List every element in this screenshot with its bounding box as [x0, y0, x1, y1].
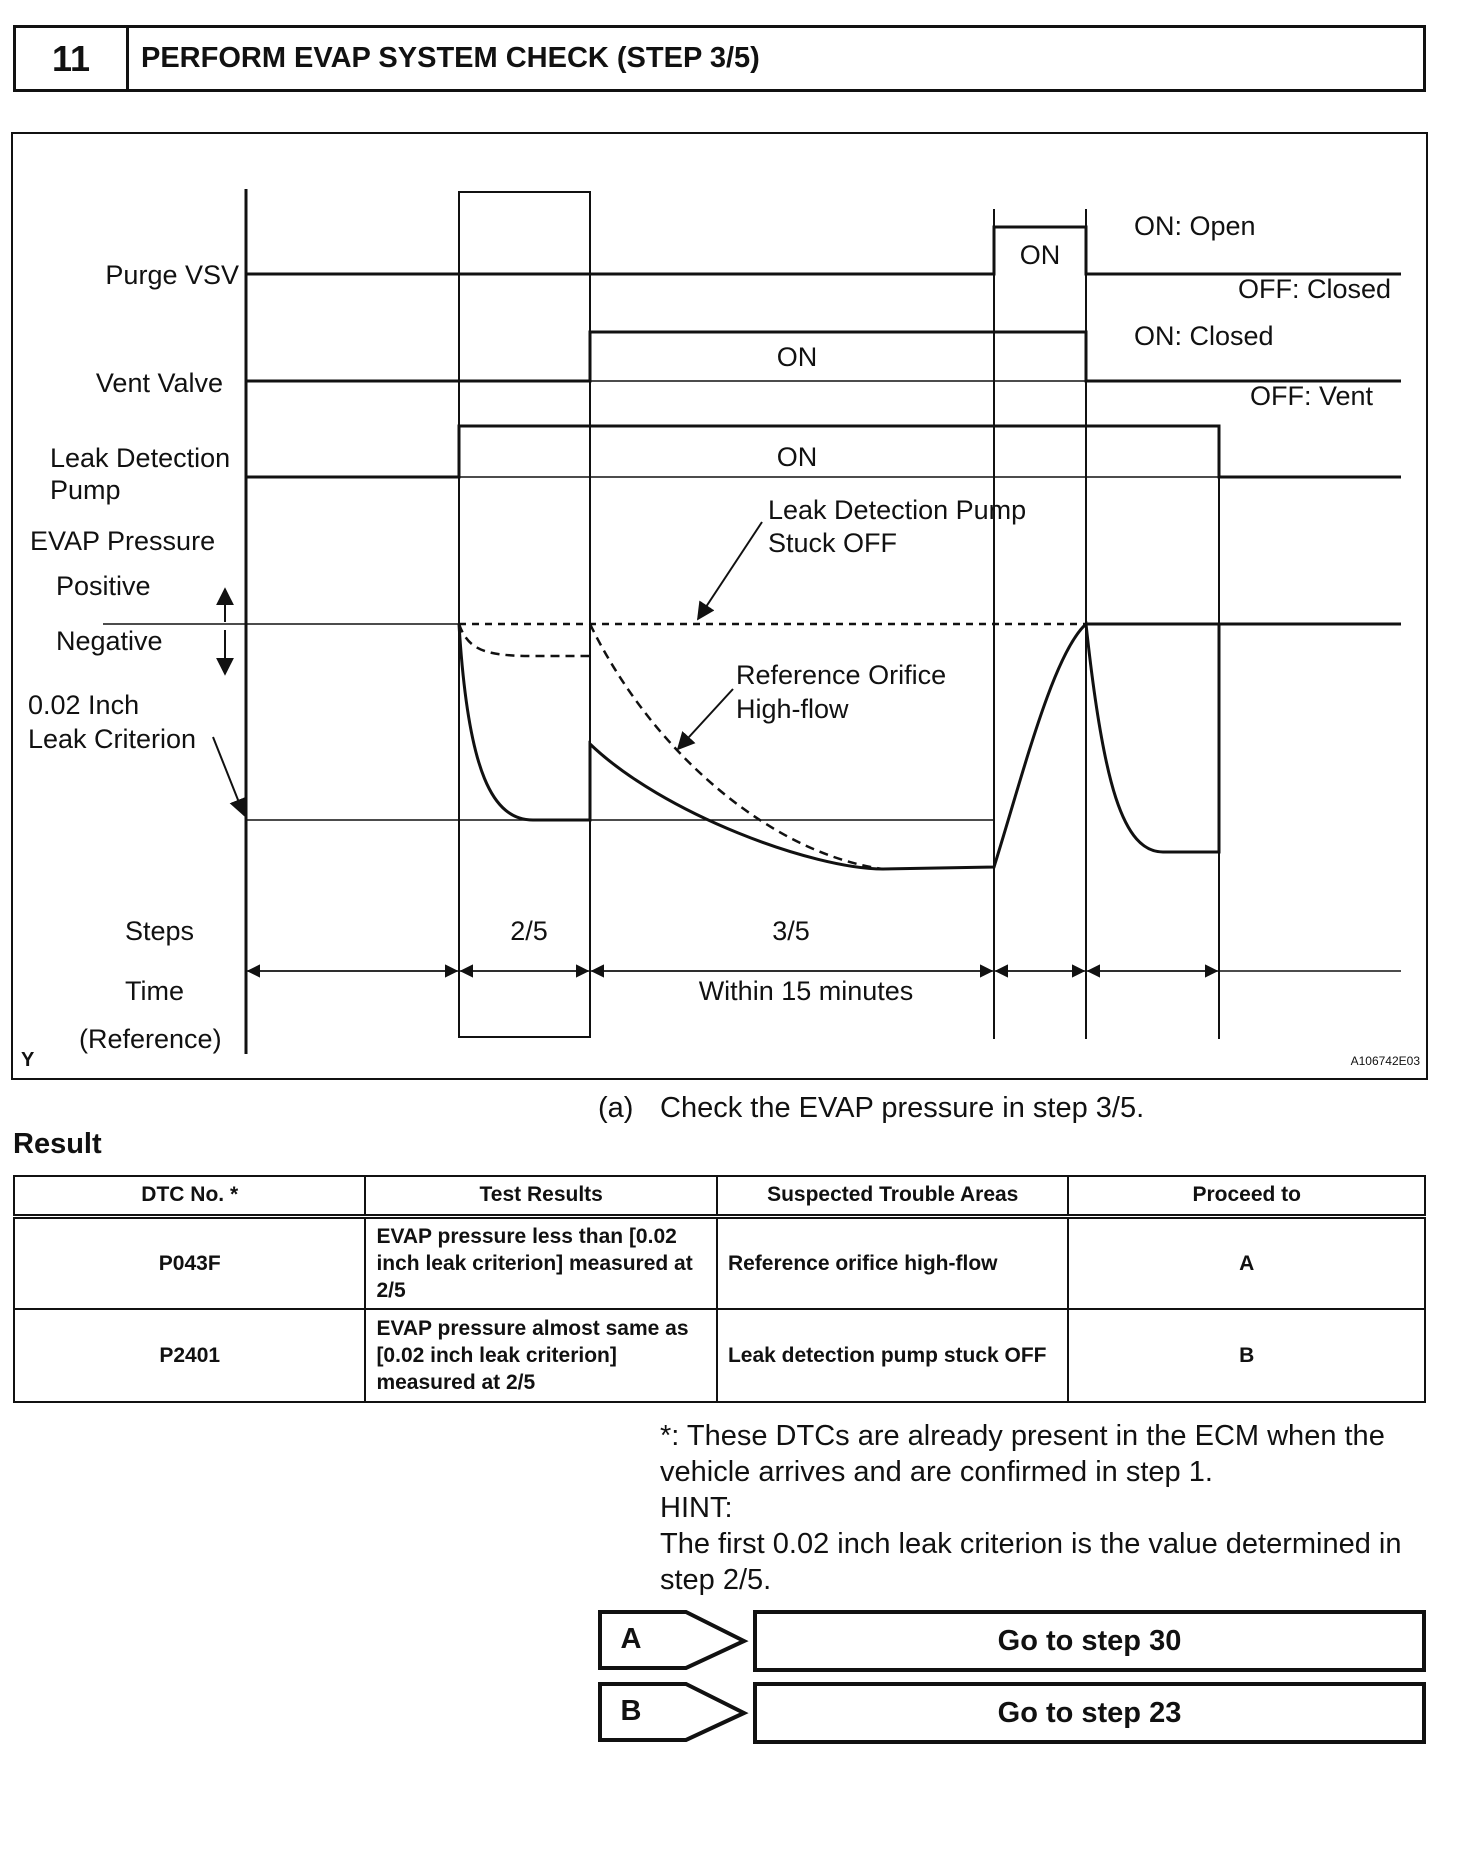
stuck-off-annotation: Stuck OFF	[768, 528, 898, 558]
vent-on-label: ON	[776, 342, 818, 372]
figure-id: A106742E03	[1350, 1054, 1420, 1068]
reference-orifice-curve	[459, 624, 590, 656]
leak-pump-label: Leak Detection	[50, 443, 231, 473]
purge-off-closed-label: OFF: Closed	[1237, 274, 1391, 304]
result-heading: Result	[13, 1128, 102, 1160]
dtc-cell: P2401	[14, 1309, 365, 1402]
column-header: Suspected Trouble Areas	[717, 1176, 1069, 1216]
hint-label: HINT:	[660, 1492, 733, 1524]
footnote: *: These DTCs are already present in the ECM when the vehicle arrives and are confirmed in step 1.	[660, 1420, 1385, 1488]
positive-label: Positive	[56, 571, 151, 601]
purge-vsv-label: Purge VSV	[105, 260, 239, 290]
stuck-off-annotation: Leak Detection Pump	[768, 495, 1027, 525]
proceed-cell: B	[1068, 1309, 1425, 1402]
table-row	[14, 1309, 1425, 1402]
stuck-off-leader	[698, 522, 762, 619]
step-header	[13, 25, 1426, 92]
vent-on-closed-label: ON: Closed	[1134, 321, 1274, 351]
test-result-cell: EVAP pressure almost same as [0.02 inch leak criterion] measured at 2/5	[365, 1309, 717, 1402]
instruction-label: (a)	[598, 1092, 634, 1124]
timing-diagram-graphic	[13, 134, 1430, 1082]
step-number: 11	[16, 28, 129, 89]
criterion-leader	[213, 737, 244, 815]
vent-valve-label: Vent Valve	[95, 368, 223, 398]
time-window-label: Within 15 minutes	[698, 976, 914, 1006]
hint-text: The first 0.02 inch leak criterion is the value determined in step 2/5.	[660, 1528, 1402, 1596]
trouble-area-cell: Reference orifice high-flow	[717, 1216, 1069, 1309]
step-3-label: 3/5	[772, 916, 810, 946]
leak-pump-label: Pump	[50, 475, 121, 505]
test-result-cell: EVAP pressure less than [0.02 inch leak criterion] measured at 2/5	[365, 1216, 717, 1309]
proceed-cell: A	[1068, 1216, 1425, 1309]
goto-step-button[interactable]: Go to step 30	[753, 1610, 1426, 1672]
orifice-annotation: Reference Orifice	[736, 660, 947, 690]
notes	[660, 1418, 1420, 1598]
timing-diagram	[11, 132, 1428, 1080]
result-table	[13, 1175, 1426, 1403]
column-header: Proceed to	[1068, 1176, 1425, 1216]
step-2-window	[459, 192, 590, 1037]
goto-row-a[interactable]	[598, 1610, 1428, 1672]
orifice-annotation: High-flow	[736, 694, 849, 724]
orifice-leader	[678, 689, 733, 749]
pump-on-label: ON	[776, 442, 818, 472]
instruction	[598, 1092, 1144, 1125]
criterion-label: 0.02 Inch	[28, 690, 140, 720]
vent-off-vent-label: OFF: Vent	[1249, 381, 1373, 411]
table-header-row	[14, 1176, 1425, 1216]
instruction-text: Check the EVAP pressure in step 3/5.	[660, 1092, 1145, 1124]
leak-pump-signal	[246, 426, 1401, 477]
corner-mark: Y	[21, 1049, 35, 1071]
step-title: PERFORM EVAP SYSTEM CHECK (STEP 3/5)	[141, 42, 760, 74]
table-row	[14, 1216, 1425, 1309]
dtc-cell: P043F	[14, 1216, 365, 1309]
evap-pressure-label: EVAP Pressure	[30, 526, 216, 556]
step-2-label: 2/5	[510, 916, 548, 946]
steps-label: Steps	[125, 916, 195, 946]
goto-letter: A	[620, 1622, 642, 1655]
negative-label: Negative	[56, 626, 163, 656]
goto-row-b[interactable]	[598, 1682, 1428, 1744]
criterion-label: Leak Criterion	[28, 724, 197, 754]
purge-on-open-label: ON: Open	[1134, 211, 1256, 241]
column-header: DTC No. *	[14, 1176, 365, 1216]
trouble-area-cell: Leak detection pump stuck OFF	[717, 1309, 1069, 1402]
column-header: Test Results	[365, 1176, 717, 1216]
goto-letter: B	[620, 1694, 642, 1727]
goto-step-button[interactable]: Go to step 23	[753, 1682, 1426, 1744]
purge-on-label: ON	[1019, 240, 1061, 270]
time-label: Time	[125, 976, 184, 1006]
reference-label: (Reference)	[79, 1024, 222, 1054]
